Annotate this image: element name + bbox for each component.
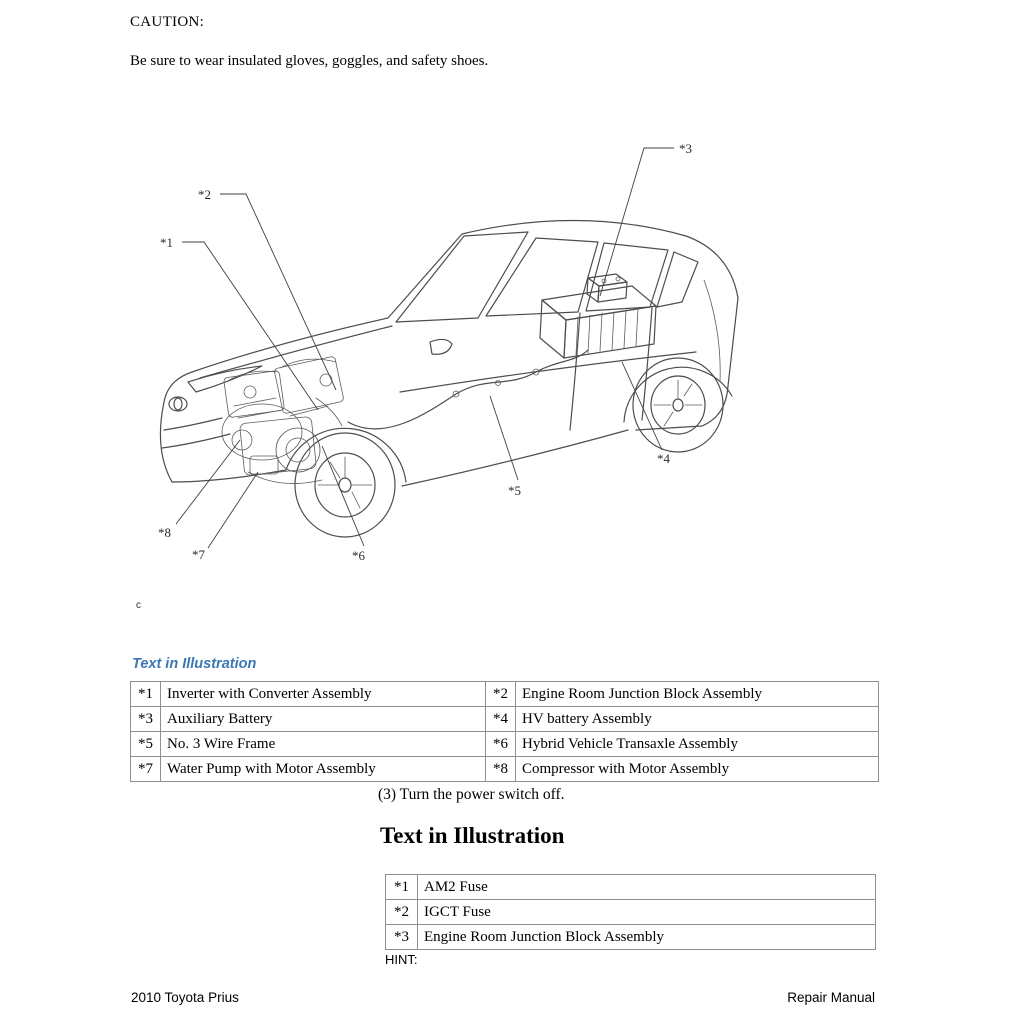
engine-assembly-drawing	[222, 356, 344, 484]
desc-cell: AM2 Fuse	[418, 875, 876, 900]
desc-cell: Compressor with Motor Assembly	[516, 757, 879, 782]
caution-heading: CAUTION:	[130, 14, 205, 30]
ref-cell: *4	[486, 707, 516, 732]
table-row	[131, 707, 879, 732]
table-row	[386, 875, 876, 900]
ref-cell: *1	[386, 875, 418, 900]
footer-document-title: 2010 Toyota Prius	[131, 990, 239, 1005]
callout-label-3: *3	[679, 141, 692, 156]
illustration-table-2	[385, 874, 876, 950]
table-row	[386, 900, 876, 925]
desc-cell: Water Pump with Motor Assembly	[161, 757, 486, 782]
hint-heading: HINT:	[385, 952, 418, 967]
wire-harness-drawing	[348, 350, 588, 429]
ref-cell: *1	[131, 682, 161, 707]
desc-cell: Hybrid Vehicle Transaxle Assembly	[516, 732, 879, 757]
desc-cell: Engine Room Junction Block Assembly	[516, 682, 879, 707]
callout-label-7: *7	[192, 547, 205, 562]
hv-battery-drawing	[540, 274, 656, 358]
callout-leader-lines	[176, 148, 674, 548]
desc-cell: Engine Room Junction Block Assembly	[418, 925, 876, 950]
figure-note: c	[136, 600, 141, 611]
callout-label-8: *8	[158, 525, 171, 540]
illustration-table-1	[130, 681, 879, 782]
footer-document-type: Repair Manual	[787, 990, 875, 1005]
callout-labels	[158, 141, 692, 563]
desc-cell: IGCT Fuse	[418, 900, 876, 925]
desc-cell: Auxiliary Battery	[161, 707, 486, 732]
ref-cell: *2	[486, 682, 516, 707]
ref-cell: *5	[131, 732, 161, 757]
desc-cell: HV battery Assembly	[516, 707, 879, 732]
ref-cell: *3	[131, 707, 161, 732]
desc-cell: No. 3 Wire Frame	[161, 732, 486, 757]
ref-cell: *7	[131, 757, 161, 782]
callout-label-1: *1	[160, 235, 173, 250]
callout-label-4: *4	[657, 451, 670, 466]
text-in-illustration-heading-1: Text in Illustration	[132, 656, 257, 672]
callout-label-6: *6	[352, 548, 365, 563]
ref-cell: *8	[486, 757, 516, 782]
table-row	[131, 682, 879, 707]
callout-label-5: *5	[508, 483, 521, 498]
vehicle-illustration	[130, 130, 780, 600]
car-body-drawing	[160, 220, 738, 537]
caution-text: Be sure to wear insulated gloves, goggles, and safety shoes.	[130, 53, 489, 69]
desc-cell: Inverter with Converter Assembly	[161, 682, 486, 707]
table-row	[131, 757, 879, 782]
ref-cell: *3	[386, 925, 418, 950]
ref-cell: *6	[486, 732, 516, 757]
table-row	[131, 732, 879, 757]
text-in-illustration-heading-2: Text in Illustration	[380, 823, 565, 848]
callout-label-2: *2	[198, 187, 211, 202]
table-row	[386, 925, 876, 950]
procedure-step: (3) Turn the power switch off.	[378, 786, 565, 803]
ref-cell: *2	[386, 900, 418, 925]
